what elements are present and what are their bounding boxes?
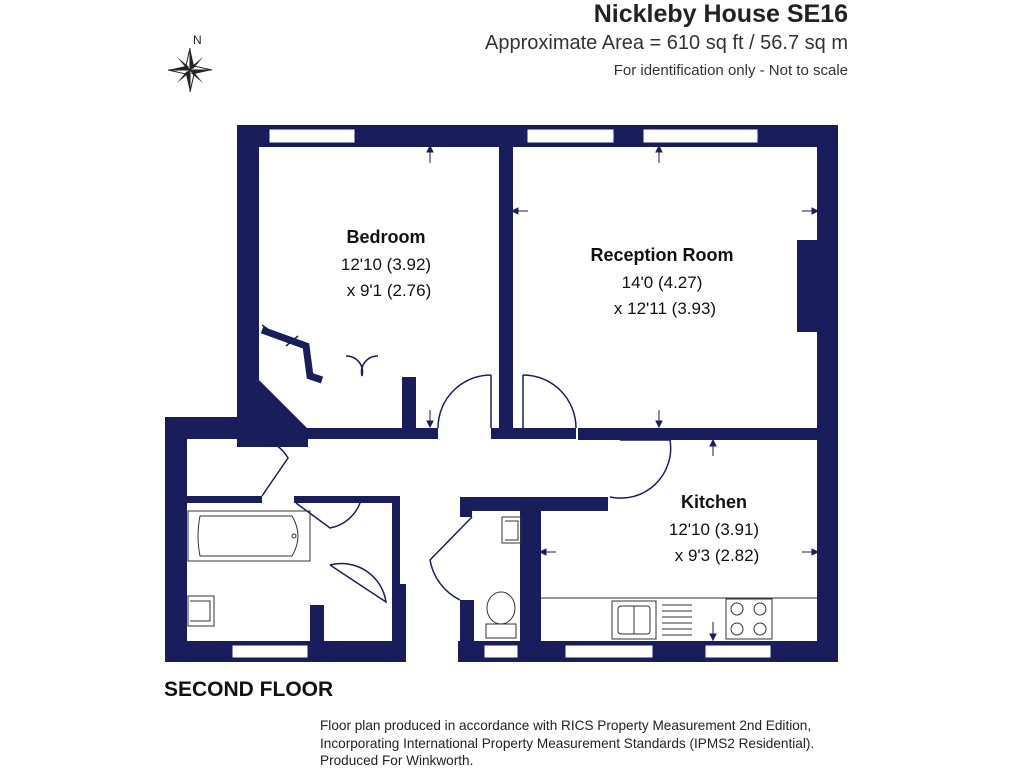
credits-line-3: Produced For Winkworth.	[320, 753, 474, 768]
credits-block	[320, 717, 814, 770]
reception-name: Reception Room	[590, 245, 734, 265]
kitchen-name: Kitchen	[680, 492, 748, 512]
scale-disclaimer: For identification only - Not to scale	[613, 62, 848, 79]
kitchen-dim-2: x 9'3 (2.82)	[674, 546, 760, 565]
property-title: Nickleby House SE16	[593, 0, 848, 28]
floor-label: SECOND FLOOR	[164, 678, 334, 701]
drainer-icon	[662, 605, 692, 635]
reception-dim-1: 14'0 (4.27)	[621, 273, 703, 292]
north-label: N	[193, 33, 202, 47]
bedroom-name: Bedroom	[346, 227, 426, 247]
kitchen-dim-1: 12'10 (3.91)	[668, 520, 760, 539]
walls	[165, 125, 838, 662]
reception-dim-2: x 12'11 (3.93)	[613, 299, 717, 318]
arrows	[427, 146, 818, 640]
bedroom-dim-1: 12'10 (3.92)	[340, 255, 432, 274]
credits-line-2: Incorporating International Property Measurement Standards (IPMS2 Residential).	[320, 735, 815, 751]
doors	[262, 325, 671, 602]
approximate-area: Approximate Area = 610 sq ft / 56.7 sq m	[485, 32, 848, 54]
toilet-icon	[486, 592, 516, 638]
bedroom-dim-2: x 9'1 (2.76)	[346, 281, 432, 300]
credits-line-1: Floor plan produced in accordance with RICS Property Measurement 2nd Edition,	[320, 718, 812, 733]
